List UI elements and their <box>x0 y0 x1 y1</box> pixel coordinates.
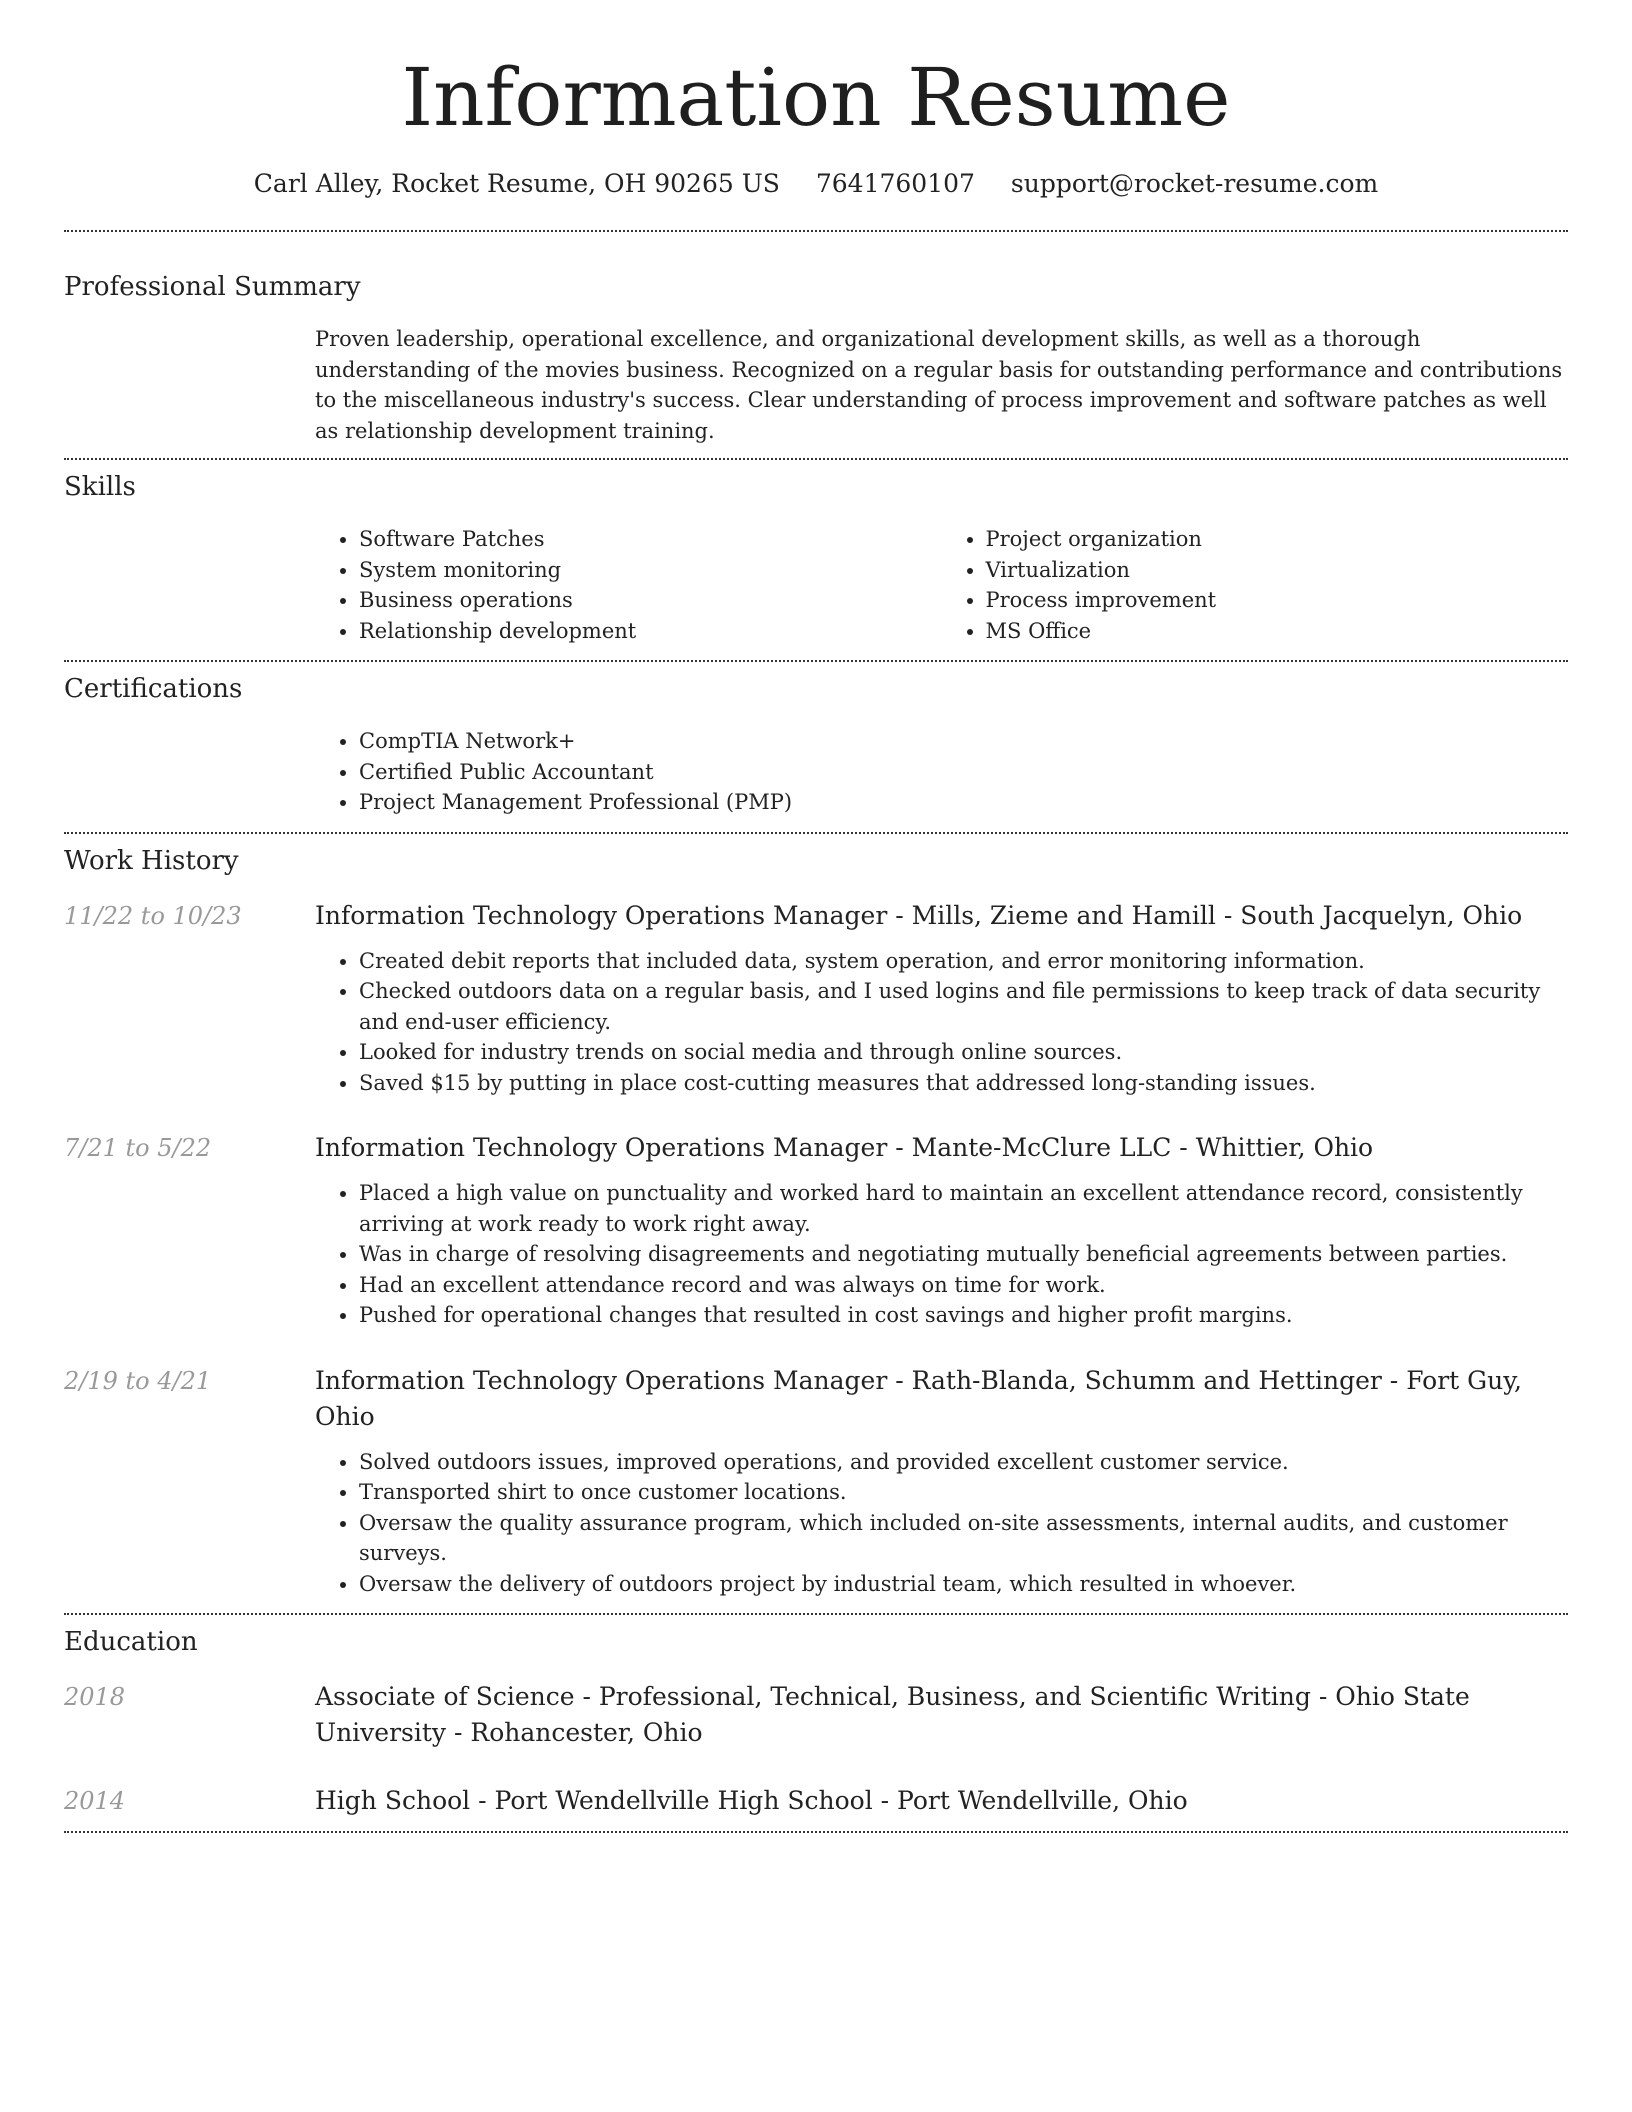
job-entry <box>64 1130 1568 1331</box>
job-bullet: • Was in charge of resolving disagreements and negotiating mutually beneficial agreements between parties. <box>359 1239 1568 1270</box>
divider <box>64 660 1568 662</box>
divider <box>64 1831 1568 1833</box>
job-dates: 7/21 to 5/22 <box>64 1134 212 1162</box>
section-title-summary: Professional Summary <box>64 272 361 302</box>
certifications-section <box>64 672 1568 818</box>
job-bullet: • Created debit reports that included data, system operation, and error monitoring information. <box>359 946 1568 977</box>
skills-list-right <box>942 524 1569 646</box>
job-bullet: • Transported shirt to once customer locations. <box>359 1477 1568 1508</box>
job-bullet: • Had an excellent attendance record and was always on time for work. <box>359 1270 1568 1301</box>
education-text: High School - Port Wendellville High School - Port Wendellville, Ohio <box>315 1786 1188 1815</box>
job-title: Information Technology Operations Manager - Mante-McClure LLC - Whittier, Ohio <box>315 1133 1374 1162</box>
job-title: Information Technology Operations Manager - Rath-Blanda, Schumm and Hettinger - Fort Guy, Ohio <box>315 1365 1522 1431</box>
skills-grid <box>315 524 1568 646</box>
section-title-work-history: Work History <box>64 845 239 876</box>
contact-phone: 7641760107 <box>815 169 975 198</box>
job-bullets <box>315 1447 1568 1600</box>
divider <box>64 1613 1568 1615</box>
job-bullet: • Solved outdoors issues, improved operations, and provided excellent customer service. <box>359 1447 1568 1478</box>
skill-item: • Software Patches <box>359 524 942 555</box>
education-text: Associate of Science - Professional, Technical, Business, and Scientific Writing - Ohio State University - Rohancester, Ohio <box>315 1682 1470 1747</box>
divider <box>64 458 1568 460</box>
section-title-certifications: Certifications <box>64 674 243 704</box>
summary-section <box>64 270 1568 446</box>
certification-item: • CompTIA Network+ <box>359 726 1568 757</box>
job-bullet: • Pushed for operational changes that resulted in cost savings and higher profit margins. <box>359 1300 1568 1331</box>
job-bullet: • Saved $15 by putting in place cost-cutting measures that addressed long-standing issues. <box>359 1068 1568 1099</box>
job-title: Information Technology Operations Manager - Mills, Zieme and Hamill - South Jacquelyn, Ohio <box>315 900 1523 930</box>
contact-address: Carl Alley, Rocket Resume, OH 90265 US <box>253 169 780 198</box>
contact-email[interactable]: support@rocket-resume.com <box>1010 169 1379 198</box>
education-entry <box>64 1783 1568 1819</box>
job-bullet: • Checked outdoors data on a regular basis, and I used logins and file permissions to keep track of data security and end-user efficiency. <box>359 976 1568 1037</box>
skill-item: • MS Office <box>986 616 1569 647</box>
job-entry <box>64 1363 1568 1600</box>
skills-list-left <box>315 524 942 646</box>
skills-section <box>64 470 1568 646</box>
section-title-education: Education <box>64 1627 198 1657</box>
job-bullets <box>315 1178 1568 1331</box>
section-title-skills: Skills <box>64 472 136 502</box>
education-entry <box>64 1679 1568 1751</box>
certification-item: • Certified Public Accountant <box>359 757 1568 788</box>
skill-item: • Process improvement <box>986 585 1569 616</box>
education-section <box>64 1625 1568 1819</box>
job-bullets <box>315 946 1568 1099</box>
job-bullet: • Looked for industry trends on social media and through online sources. <box>359 1037 1568 1068</box>
certifications-list <box>315 726 1568 818</box>
job-dates: 2/19 to 4/21 <box>64 1366 212 1395</box>
job-bullet: • Oversaw the quality assurance program, which included on-site assessments, internal audits, and customer surveys. <box>359 1508 1568 1569</box>
contact-line <box>64 168 1568 200</box>
resume-title: Information Resume <box>401 51 1231 144</box>
divider <box>64 832 1568 834</box>
skill-item: • Project organization <box>986 524 1569 555</box>
education-year: 2018 <box>64 1683 126 1711</box>
job-bullet: • Oversaw the delivery of outdoors project by industrial team, which resulted in whoever. <box>359 1569 1568 1600</box>
work-history-section <box>64 844 1568 1600</box>
divider <box>64 230 1568 232</box>
certification-item: • Project Management Professional (PMP) <box>359 787 1568 818</box>
job-dates: 11/22 to 10/23 <box>64 901 242 930</box>
summary-text: Proven leadership, operational excellence, and organizational development skills, as well as a thorough understanding of the movies business. Recognized on a regular basis for outstanding performance and contributions to the miscellaneous industry's success. Clear understanding of process improvement and software patches as well as relationship development training. <box>315 327 1563 443</box>
skill-item: • Virtualization <box>986 555 1569 586</box>
skill-item: • Business operations <box>359 585 942 616</box>
skill-item: • System monitoring <box>359 555 942 586</box>
job-entry <box>64 898 1568 1099</box>
skill-item: • Relationship development <box>359 616 942 647</box>
job-bullet: • Placed a high value on punctuality and worked hard to maintain an excellent attendance record, consistently arriving at work ready to work right away. <box>359 1178 1568 1239</box>
education-year: 2014 <box>64 1787 126 1815</box>
